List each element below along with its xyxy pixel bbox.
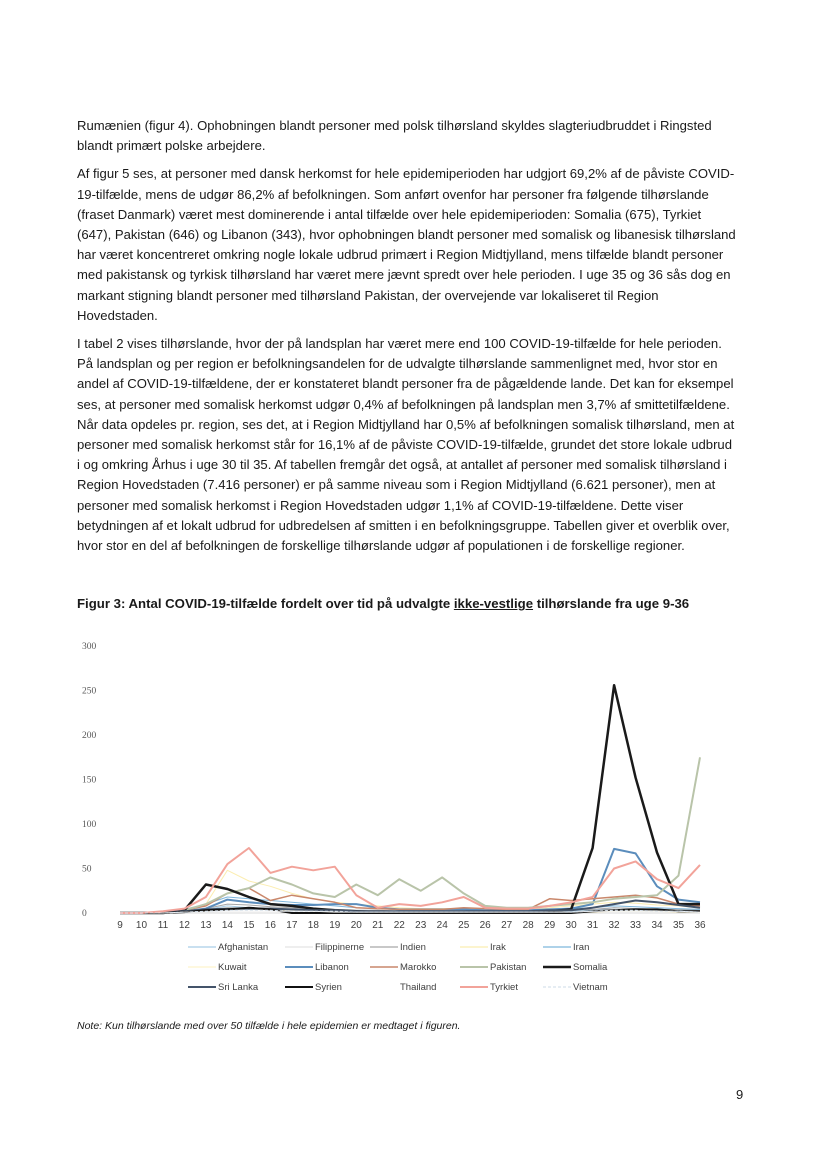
x-tick-label: 25 (458, 920, 470, 931)
series-line (120, 757, 700, 913)
legend-label: Irak (490, 942, 506, 953)
legend-label: Somalia (573, 962, 608, 973)
legend-label: Filippinerne (315, 942, 365, 953)
body-text (77, 116, 737, 564)
legend-label: Thailand (400, 982, 437, 993)
series-line (120, 870, 700, 913)
x-tick-label: 18 (307, 920, 319, 931)
series-line (120, 685, 700, 913)
y-tick-label: 100 (82, 820, 97, 830)
page-number: 9 (736, 1087, 744, 1102)
line-chart (80, 630, 730, 1010)
caption-underlined: ikke-vestlige (453, 596, 534, 611)
x-tick-label: 35 (672, 920, 685, 931)
y-tick-label: 300 (82, 642, 97, 652)
x-tick-label: 33 (629, 920, 642, 931)
legend-label: Vietnam (573, 982, 608, 993)
legend-label: Sri Lanka (218, 982, 259, 993)
x-tick-label: 24 (436, 920, 448, 931)
x-tick-label: 22 (393, 920, 405, 931)
caption-pre: Figur 3: Antal COVID-19-tilfælde fordelt over tid på udvalgte (77, 596, 454, 611)
paragraph: I tabel 2 vises tilhørslande, hvor der på landsplan har været mere end 100 COVID-19-tilfælde for hele perioden. På landsplan og per region er befolkningsandelen for de udvalgte tilhørslande sammenlignet med, hvor stor en andel af COVID-19-tilfældene, der er konstateret blandt personer fra de pågældende lande. Det kan for eksempel ses, at personer med somalisk herkomst udgør 0,4% af befolkningen på landsplan men 3,7% af smittetilfældene. Når data opdeles pr. region, ses det, at i Region Midtjylland har 0,5% af befolkningen somalisk tilhørsland, men at personer med somalisk herkomst står for 16,1% af de påviste COVID-19-tilfælde, grundet det store lokale udbrud i og omkring Århus i uge 30 til 35. Af tabellen fremgår det også, at antallet af personer med somalisk tilhørsland i Region Hovedstaden (7.416 personer) er på samme niveau som i Region Midtjylland (6.621 personer), men at personer med somalisk herkomst i Region Hovedstaden udgør 1,1% af COVID-19-tilfældene. Dette viser betydningen af et lokalt udbrud for udbredelsen af smitten i en befolkningsgruppe. Tabellen giver et overblik over, hvor stor en del af befolkningen de forskellige tilhørslande udgør af populationen i de forskellige regioner. (77, 336, 735, 554)
figure-caption (77, 596, 757, 611)
legend-label: Syrien (315, 982, 342, 993)
x-tick-label: 16 (264, 920, 276, 931)
x-tick-label: 9 (117, 920, 123, 931)
x-tick-label: 17 (286, 920, 298, 931)
y-tick-label: 200 (82, 731, 97, 741)
legend-label: Indien (400, 942, 426, 953)
legend-label: Kuwait (218, 962, 247, 973)
paragraph: Rumænien (figur 4). Ophobningen blandt personer med polsk tilhørsland skyldes slagteriudbruddet i Ringsted blandt primært polske arbejdere. (77, 118, 712, 154)
x-tick-label: 15 (243, 920, 255, 931)
y-tick-label: 50 (82, 864, 92, 875)
x-tick-label: 32 (608, 920, 620, 931)
legend-label: Iran (573, 942, 590, 953)
x-tick-label: 29 (544, 920, 556, 931)
x-tick-label: 30 (565, 920, 577, 931)
x-tick-label: 34 (651, 920, 663, 931)
x-tick-label: 11 (157, 920, 169, 931)
x-tick-label: 31 (587, 920, 599, 931)
legend-label: Marokko (400, 962, 437, 973)
x-tick-label: 28 (522, 920, 534, 931)
x-tick-label: 20 (350, 920, 362, 931)
x-tick-label: 36 (694, 920, 706, 931)
x-tick-label: 10 (135, 920, 148, 931)
legend-label: Afghanistan (218, 942, 269, 953)
legend-label: Libanon (315, 962, 349, 973)
y-tick-label: 250 (82, 686, 97, 697)
x-tick-label: 26 (479, 920, 491, 931)
legend-label: Pakistan (490, 962, 527, 973)
paragraph: Af figur 5 ses, at personer med dansk herkomst for hele epidemiperioden har udgjort 69,2% af de påviste COVID-19-tilfælde, mens de udgør 86,2% af befolkningen. Som anført ovenfor har personer fra følgende tilhørslande (fraset Danmark) været mest dominerende i antal tilfælde over hele epidemiperioden: Somalia (675), Tyrkiet (647), Pakistan (646) og Libanon (343), hvor ophobningen blandt personer med somalisk og libanesisk tilhørsland har været koncentreret omkring nogle lokale udbrud primært i Region Midtjylland, mens tilfælde blandt personer med pakistansk og tyrkisk tilhørsland har været mere jævnt spredt over hele perioden. I uge 35 og 36 sås dog en markant stigning blandt personer med tilhørsland Pakistan, der overvejende var lokaliseret til Region Hovedstaden. (77, 166, 736, 323)
x-tick-label: 19 (329, 920, 341, 931)
x-tick-label: 13 (200, 920, 212, 931)
y-tick-label: 150 (82, 775, 97, 786)
y-tick-label: 0 (82, 909, 87, 919)
x-tick-label: 14 (221, 920, 233, 931)
x-tick-label: 23 (415, 920, 427, 931)
legend-label: Tyrkiet (490, 982, 518, 993)
x-tick-label: 27 (501, 920, 513, 931)
caption-post: tilhørslande fra uge 9-36 (533, 596, 690, 611)
x-tick-label: 21 (372, 920, 384, 931)
x-tick-label: 12 (178, 920, 191, 931)
figure-note: Note: Kun tilhørslande med over 50 tilfælde i hele epidemien er medtaget i figuren. (77, 1020, 461, 1032)
